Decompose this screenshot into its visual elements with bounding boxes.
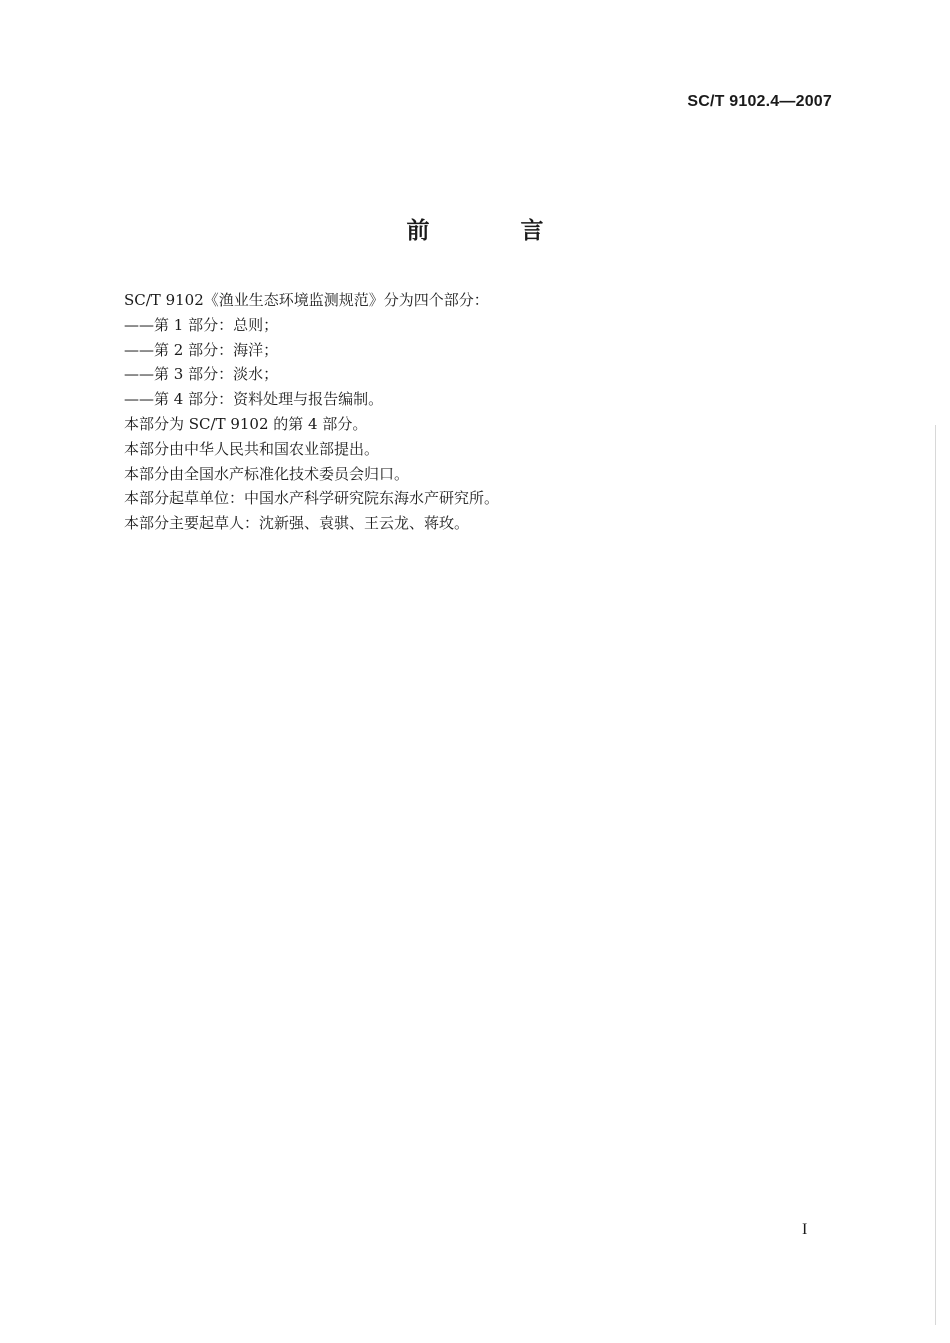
foreword-line: 本部分起草单位：中国水产科学研究院东海水产研究所。 <box>124 489 500 508</box>
document-code: SC/T 9102.4—2007 <box>687 93 832 110</box>
foreword-line: 本部分由全国水产标准化技术委员会归口。 <box>124 464 410 483</box>
foreword-line: ——第 1 部分：总则； <box>124 315 279 334</box>
foreword-line: 本部分主要起草人：沈新强、袁骐、王云龙、蒋玫。 <box>124 514 470 533</box>
foreword-line: SC/T 9102《渔业生态环境监测规范》分为四个部分： <box>124 291 489 309</box>
page-number: I <box>802 1221 808 1238</box>
foreword-line: ——第 2 部分：海洋； <box>124 340 279 359</box>
foreword-body <box>124 288 844 536</box>
page-title: 前 言 <box>406 218 578 244</box>
foreword-line: 本部分由中华人民共和国农业部提出。 <box>124 439 380 458</box>
foreword-line: ——第 4 部分：资料处理与报告编制。 <box>124 390 384 409</box>
foreword-line: ——第 3 部分：淡水； <box>124 365 279 384</box>
foreword-line: 本部分为 SC/T 9102 的第 4 部分。 <box>124 414 368 433</box>
scan-edge-line <box>935 425 936 1325</box>
